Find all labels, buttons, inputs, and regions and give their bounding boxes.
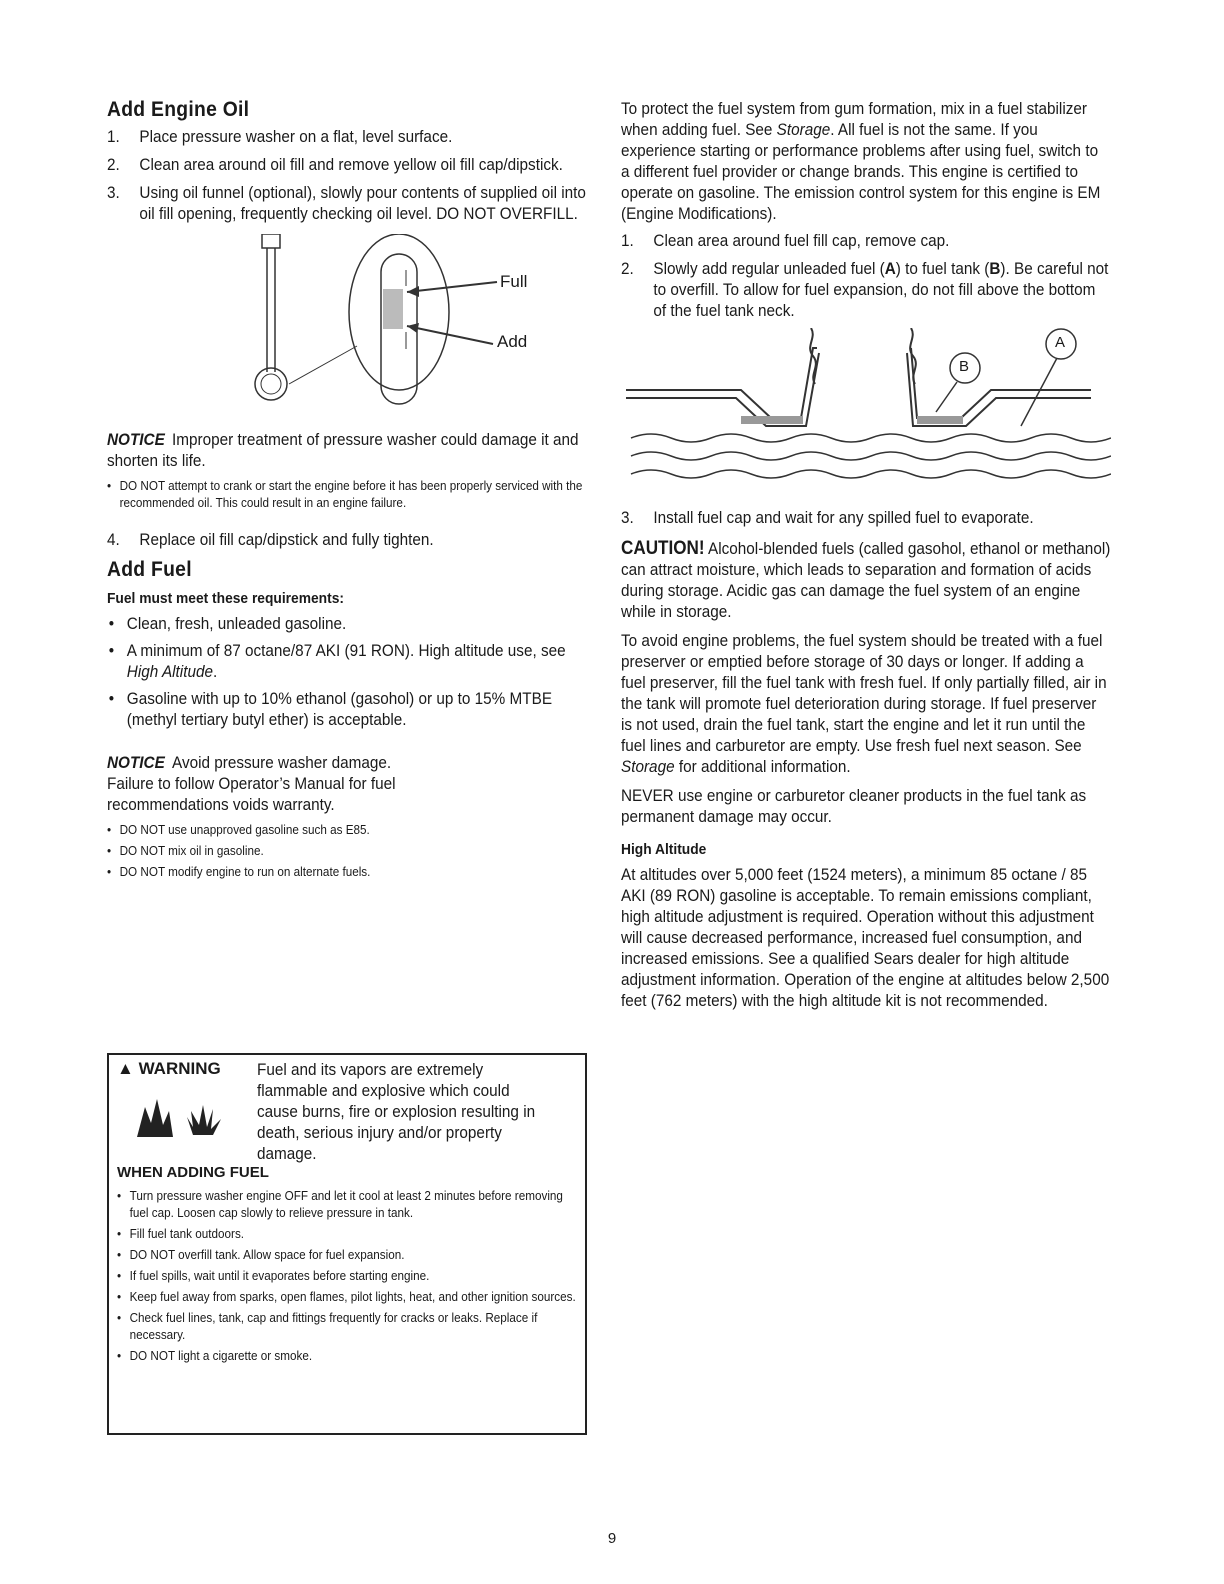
fuel-req-3: • Gasoline with up to 10% ethanol (gasohol) or up to 15% MTBE (methyl tertiary butyl ether) is acceptable. [108, 689, 553, 729]
fuel-requirements-heading: Fuel must meet these requirements: [107, 590, 344, 607]
oil-notice-bullet: • DO NOT attempt to crank or start the engine before it has been properly serviced with the recommended oil. This could result in an engine failure. [107, 478, 583, 510]
warning-text: Fuel and its vapors are extremely flammable and explosive which could cause burns, fire or explosion resulting in death, serious injury and/or property damage. [257, 1060, 536, 1163]
high-altitude-heading: High Altitude [621, 841, 707, 858]
fire-explosion-icon [117, 1087, 237, 1147]
oil-notice: NOTICE Improper treatment of pressure washer could damage it and shorten its life. [107, 430, 579, 470]
warning-bullet-5: • Keep fuel away from sparks, open flames, pilot lights, heat, and other ignition sources. [117, 1289, 576, 1304]
left-column [107, 98, 591, 884]
oil-step-2: 2. Clean area around oil fill and remove yellow oil fill cap/dipstick. [107, 155, 563, 174]
fuel-notice-bullet-1: • DO NOT use unapproved gasoline such as E85. [107, 822, 370, 837]
warning-triangle-icon: ▲ [117, 1059, 134, 1078]
warning-bullet-4: • If fuel spills, wait until it evaporates before starting engine. [117, 1268, 430, 1283]
oil-step-1: 1. Place pressure washer on a flat, level surface. [107, 127, 453, 146]
fuel-req-1: • Clean, fresh, unleaded gasoline. [108, 614, 347, 633]
fuel-notice-2: Failure to follow Operator’s Manual for fuel recommendations voids warranty. [107, 774, 396, 814]
storage-ref: Storage [776, 120, 831, 139]
avoid-problems-paragraph: To avoid engine problems, the fuel system should be treated with a fuel preserver or emptied before storage of 30 days or longer. If adding a fuel preserver, fill the fuel tank with fresh fuel. If only partially filled, air in the tank will promote fuel deterioration during storage. If fuel preserver is not used, drain the fuel tank, start the engine and let it run until the fuel lines and carburetor are empty. Use fresh fuel next season. See Storage for additional information. [621, 631, 1107, 776]
warning-bullet-7: • DO NOT light a cigarette or smoke. [117, 1348, 313, 1363]
when-adding-fuel-heading: WHEN ADDING FUEL [117, 1164, 269, 1181]
warning-bullet-1: • Turn pressure washer engine OFF and let it cool at least 2 minutes before removing fuel cap. Loosen cap slowly to relieve pressure in tank. [117, 1188, 563, 1220]
caution-label: CAUTION! [621, 538, 705, 559]
dipstick-illustration [107, 234, 591, 419]
fuel-warning-box [107, 1053, 587, 1435]
add-fuel-heading: Add Fuel [107, 558, 192, 581]
high-altitude-ref: High Altitude [126, 662, 213, 681]
never-paragraph: NEVER use engine or carburetor cleaner products in the fuel tank as permanent damage may occur. [621, 786, 1087, 826]
oil-step-3: 3. Using oil funnel (optional), slowly pour contents of supplied oil into oil fill opening, frequently checking oil level. DO NOT OVERFILL. [107, 183, 586, 223]
warning-bullet-3: • DO NOT overfill tank. Allow space for fuel expansion. [117, 1247, 405, 1262]
fuel-notice-bullet-2: • DO NOT mix oil in gasoline. [107, 843, 264, 858]
fuel-req-2: • A minimum of 87 octane/87 AKI (91 RON). High altitude use, see High Altitude. [108, 641, 566, 681]
high-altitude-paragraph: At altitudes over 5,000 feet (1524 meters), a minimum 85 octane / 85 AKI (89 RON) gasoline is acceptable. To remain emissions compliant, high altitude adjustment is required. Operation without this adjustment will cause decreased performance, increased fuel consumption, and increased emissions. See a qualified Sears dealer for high altitude adjustment information. Operation of the engine at altitudes below 2,500 feet (762 meters) with the high altitude kit is not recommended. [621, 865, 1110, 1010]
fuel-step-2: 2. Slowly add regular unleaded fuel (A) to fuel tank (B). Be careful not to overfill. To allow for fuel expansion, do not fill above the bottom of the fuel tank neck. [621, 259, 1109, 320]
storage-ref-2: Storage [621, 757, 675, 776]
fuel-tank-diagram [621, 328, 1111, 503]
caution-paragraph: CAUTION! Alcohol-blended fuels (called gasohol, ethanol or methanol) can attract moisture, which leads to separation and formation of acids during storage. Acidic gas can damage the fuel system of an engine while in storage. [621, 538, 1111, 621]
fuel-step-1: 1. Clean area around fuel fill cap, remove cap. [621, 231, 950, 250]
engine-oil-heading: Add Engine Oil [107, 98, 250, 121]
warning-header [117, 1059, 577, 1164]
fuel-step-3: 3. Install fuel cap and wait for any spilled fuel to evaporate. [621, 508, 1034, 527]
warning-title: ▲ WARNING [117, 1059, 221, 1078]
label-b: B [959, 358, 970, 375]
fuel-tank-illustration [621, 328, 1111, 503]
fuel-intro: To protect the fuel system from gum formation, mix in a fuel stabilizer when adding fuel. See Storage. All fuel is not the same. If you experience starting or performance problems after using fuel, switch to a different fuel provider or change brands. This engine is certified to operate on gasoline. The emission control system for this engine is EM (Engine Modifications). [621, 99, 1101, 223]
fuel-notice-bullet-3: • DO NOT modify engine to run on alternate fuels. [107, 864, 371, 879]
dipstick-diagram [107, 234, 591, 419]
add-label: Add [497, 332, 528, 351]
oil-step-4: 4. Replace oil fill cap/dipstick and fully tighten. [107, 530, 434, 549]
right-column [621, 98, 1111, 1011]
fuel-notice: NOTICE Avoid pressure washer damage. [107, 753, 392, 772]
page-number: 9 [607, 1530, 617, 1547]
warning-bullet-2: • Fill fuel tank outdoors. [117, 1226, 245, 1241]
label-a: A [1055, 334, 1066, 351]
full-label: Full [500, 272, 528, 291]
warning-bullet-6: • Check fuel lines, tank, cap and fittings frequently for cracks or leaks. Replace if necessary. [117, 1310, 538, 1342]
